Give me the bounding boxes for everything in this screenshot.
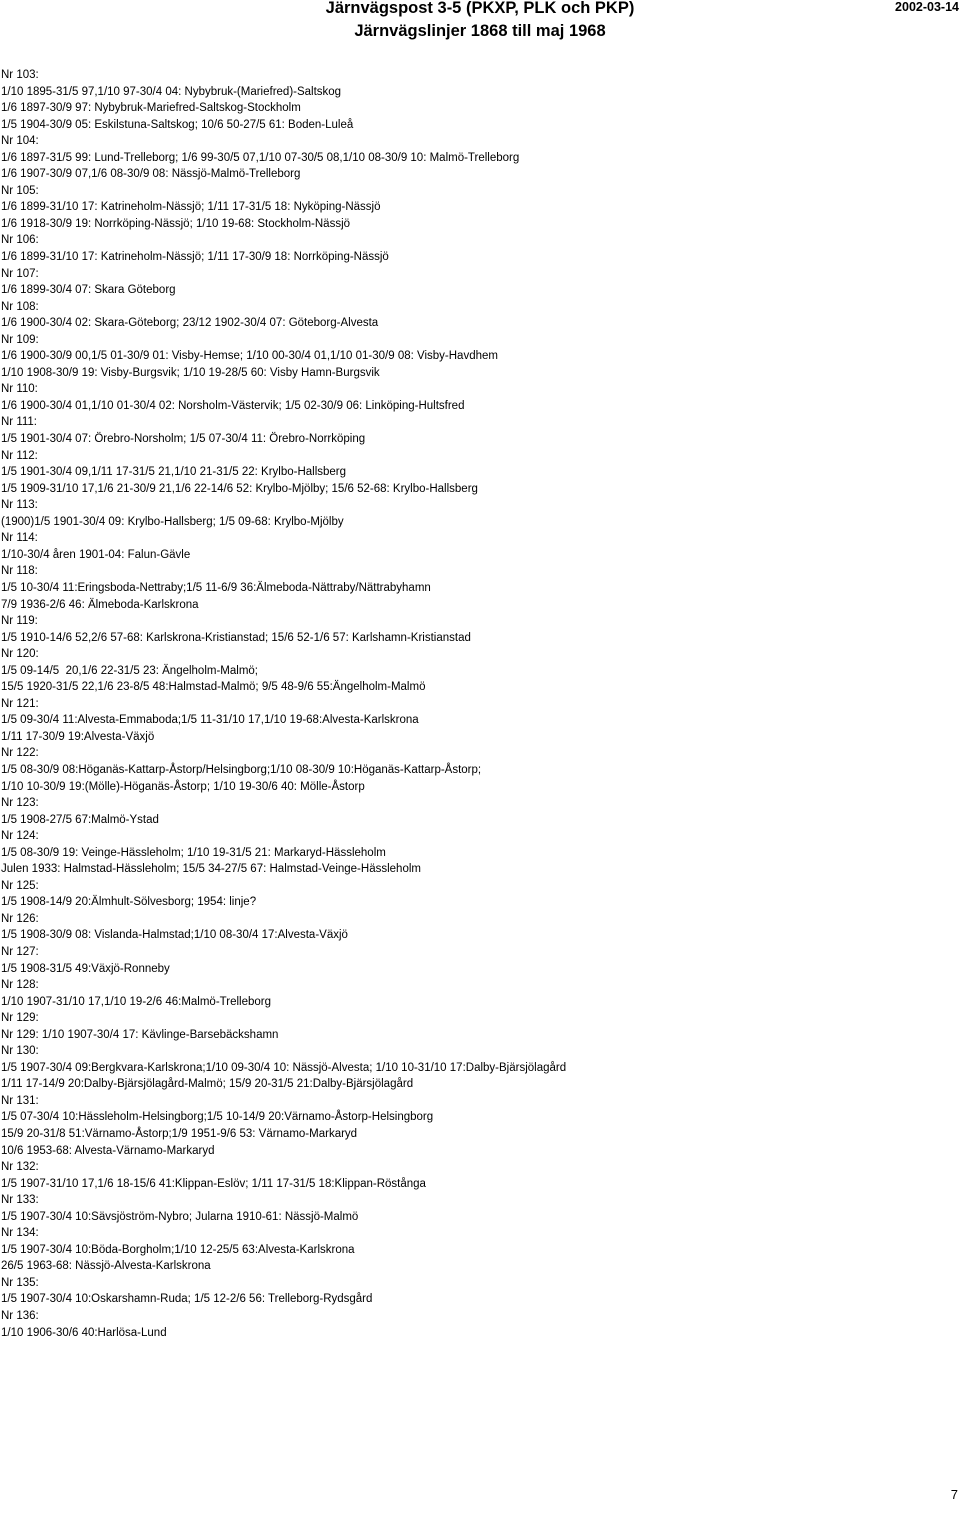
route-entry-line: 1/6 1918-30/9 19: Norrköping-Nässjö; 1/10 19-68: Stockholm-Nässjö [1,217,351,230]
route-number-heading: Nr 114: [1,532,38,545]
route-number-heading: Nr 112: [1,449,38,462]
route-number-heading: Nr 124: [1,830,39,843]
route-number-heading: Nr 128: [1,979,39,992]
route-number-heading: Nr 122: [1,747,39,760]
route-number-heading: Nr 135: [1,1276,39,1289]
route-number-heading: Nr 131: [1,1094,39,1107]
route-entry-line: 1/5 09-14/5 20,1/6 22-31/5 23: Ängelholm-Malmö; [1,664,258,677]
route-number-heading: Nr 106: [1,234,39,247]
route-entry-line: 1/6 1899-30/4 07: Skara Göteborg [1,284,176,297]
route-number-heading: Nr 103: [1,69,39,81]
route-entry-line: 1/6 1900-30/4 01,1/10 01-30/4 02: Norsholm-Västervik; 1/5 02-30/9 06: Linköping-Hultsfred [1,399,465,412]
route-number-heading: Nr 127: [1,945,39,958]
route-entry-line: 1/6 1900-30/9 00,1/5 01-30/9 01: Visby-Hemse; 1/10 00-30/4 01,1/10 01-30/9 08: Visby-Havdhem [1,350,498,363]
route-entry-line: 1/11 17-14/9 20:Dalby-Bjärsjölagård-Malmö; 15/9 20-31/5 21:Dalby-Bjärsjölagård [1,1078,414,1091]
route-entry-line: 1/10 1907-31/10 17,1/10 19-2/6 46:Malmö-Trelleborg [1,995,271,1008]
route-number-heading: Nr 121: [1,697,39,710]
route-entry-line: 1/10 1906-30/6 40:Harlösa-Lund [1,1326,167,1339]
route-number-heading: Nr 132: [1,1161,39,1174]
route-number-heading: Nr 110: [1,383,38,396]
route-entry-line: 1/5 1901-30/4 07: Örebro-Norsholm; 1/5 07-30/4 11: Örebro-Norrköping [1,433,366,446]
route-entry-line: 1/5 08-30/9 08:Höganäs-Kattarp-Åstorp/Helsingborg;1/10 08-30/9 10:Höganäs-Kattarp-Åstorp; [1,763,482,776]
route-entry-line: 1/10 1908-30/9 19: Visby-Burgsvik; 1/10 19-28/5 60: Visby Hamn-Burgsvik [1,366,380,379]
route-entry-line: 1/5 1908-31/5 49:Växjö-Ronneby [1,962,170,975]
route-entry-line: Julen 1933: Halmstad-Hässleholm; 15/5 34-27/5 67: Halmstad-Veinge-Hässleholm [1,863,421,876]
route-entry-line: 1/5 09-30/4 11:Alvesta-Emmaboda;1/5 11-31/10 17,1/10 19-68:Alvesta-Karlskrona [1,714,419,727]
route-number-heading: Nr 136: [1,1310,39,1323]
route-number-heading: Nr 133: [1,1194,39,1207]
header-date: 2002-03-14 [895,0,959,14]
route-entry-line: 1/6 1899-31/10 17: Katrineholm-Nässjö; 1/11 17-31/5 18: Nyköping-Nässjö [1,201,381,214]
document-body [1,67,956,1341]
route-number-heading: Nr 107: [1,267,39,280]
route-entry-line: 1/5 1907-31/10 17,1/6 18-15/6 41:Klippan-Eslöv; 1/11 17-31/5 18:Klippan-Röstånga [1,1177,426,1190]
document-title [0,0,960,41]
route-number-heading: Nr 130: [1,1045,39,1058]
route-entry-line: 1/10 1895-31/5 97,1/10 97-30/4 04: Nybybruk-(Mariefred)-Saltskog [1,85,342,98]
route-number-heading: Nr 108: [1,300,39,313]
route-entry-line: 1/5 1909-31/10 17,1/6 21-30/9 21,1/6 22-14/6 52: Krylbo-Mjölby; 15/6 52-68: Krylbo-Hallsberg [1,482,478,495]
route-entry-line: 1/5 1907-30/4 10:Sävsjöström-Nybro; Jularna 1910-61: Nässjö-Malmö [1,1210,359,1223]
route-entry-line: Nr 129: 1/10 1907-30/4 17: Kävlinge-Barsebäckshamn [1,1028,279,1041]
route-entry-line: 1/6 1897-31/5 99: Lund-Trelleborg; 1/6 99-30/5 07,1/10 07-30/5 08,1/10 08-30/9 10: Malmö-Trelleborg [1,151,520,164]
route-entry-line: 1/10-30/4 åren 1901-04: Falun-Gävle [1,548,191,561]
route-number-heading: Nr 134: [1,1227,39,1240]
route-entry-line: 10/6 1953-68: Alvesta-Värnamo-Markaryd [1,1144,215,1157]
route-entry-line: 1/5 10-30/4 11:Eringsboda-Nettraby;1/5 11-6/9 36:Älmeboda-Nättraby/Nättrabyhamn [1,581,431,594]
title-line-2: Järnvägslinjer 1868 till maj 1968 [354,22,606,40]
route-entry-line: 15/9 20-31/8 51:Värnamo-Åstorp;1/9 1951-9/6 53: Värnamo-Markaryd [1,1128,358,1140]
route-number-heading: Nr 126: [1,912,39,925]
route-entry-line: 1/5 1901-30/4 09,1/11 17-31/5 21,1/10 21-31/5 22: Krylbo-Hallsberg [1,466,347,479]
route-entry-line: 1/6 1900-30/4 02: Skara-Göteborg; 23/12 1902-30/4 07: Göteborg-Alvesta [1,317,379,330]
route-entry-line: 1/5 1907-30/4 10:Oskarshamn-Ruda; 1/5 12-2/6 56: Trelleborg-Rydsgård [1,1293,373,1306]
route-entry-line: 1/5 1904-30/9 05: Eskilstuna-Saltskog; 10/6 50-27/5 61: Boden-Luleå [1,118,354,131]
route-entry-line: 1/5 1908-27/5 67:Malmö-Ystad [1,813,159,826]
route-number-heading: Nr 105: [1,184,39,197]
route-number-heading: Nr 118: [1,565,38,578]
route-entry-line: 1/6 1907-30/9 07,1/6 08-30/9 08: Nässjö-Malmö-Trelleborg [1,168,301,181]
route-entry-line: 1/10 10-30/9 19:(Mölle)-Höganäs-Åstorp; 1/10 19-30/6 40: Mölle-Åstorp [1,780,365,793]
route-entry-line: 26/5 1963-68: Nässjö-Alvesta-Karlskrona [1,1260,211,1273]
route-entry-line: 1/5 07-30/4 10:Hässleholm-Helsingborg;1/5 10-14/9 20:Värnamo-Åstorp-Helsingborg [1,1111,434,1124]
route-number-heading: Nr 123: [1,797,39,810]
route-number-heading: Nr 120: [1,648,39,661]
route-number-heading: Nr 111: [1,416,38,429]
route-entry-line: 1/6 1897-30/9 97: Nybybruk-Mariefred-Saltskog-Stockholm [1,102,301,115]
route-number-heading: Nr 125: [1,879,39,892]
route-entry-line: 1/5 1910-14/6 52,2/6 57-68: Karlskrona-Kristianstad; 15/6 52-1/6 57: Karlshamn-Kristianstad [1,631,471,644]
route-entry-line: 1/11 17-30/9 19:Alvesta-Växjö [1,730,155,743]
route-number-heading: Nr 113: [1,499,38,512]
route-entry-line: 1/5 1907-30/4 10:Böda-Borgholm;1/10 12-25/5 63:Alvesta-Karlskrona [1,1243,355,1256]
route-number-heading: Nr 129: [1,1012,39,1025]
route-entry-line: 7/9 1936-2/6 46: Älmeboda-Karlskrona [1,598,199,611]
route-entry-line: 1/5 1908-30/9 08: Vislanda-Halmstad;1/10 08-30/4 17:Alvesta-Växjö [1,929,348,942]
route-entry-line: 15/5 1920-31/5 22,1/6 23-8/5 48:Halmstad-Malmö; 9/5 48-9/6 55:Ängelholm-Malmö [1,681,426,694]
route-number-heading: Nr 104: [1,135,39,148]
route-number-heading: Nr 119: [1,615,38,628]
route-entry-line: 1/5 1908-14/9 20:Älmhult-Sölvesborg; 1954: linje? [1,896,257,909]
route-entry-line: 1/6 1899-31/10 17: Katrineholm-Nässjö; 1/11 17-30/9 18: Norrköping-Nässjö [1,251,389,264]
route-number-heading: Nr 109: [1,333,39,346]
page-number: 7 [950,1487,958,1502]
route-entry-line: 1/5 08-30/9 19: Veinge-Hässleholm; 1/10 19-31/5 21: Markaryd-Hässleholm [1,846,386,859]
title-line-1: Järnvägspost 3-5 (PKXP, PLK och PKP) [325,0,635,17]
page-header [0,0,960,44]
route-entry-line: (1900)1/5 1901-30/4 09: Krylbo-Hallsberg; 1/5 09-68: Krylbo-Mjölby [1,515,344,528]
route-entry-line: 1/5 1907-30/4 09:Bergkvara-Karlskrona;1/10 09-30/4 10: Nässjö-Alvesta; 1/10 10-31/10 17:Dalby-Bjärsjölagård [1,1061,567,1074]
